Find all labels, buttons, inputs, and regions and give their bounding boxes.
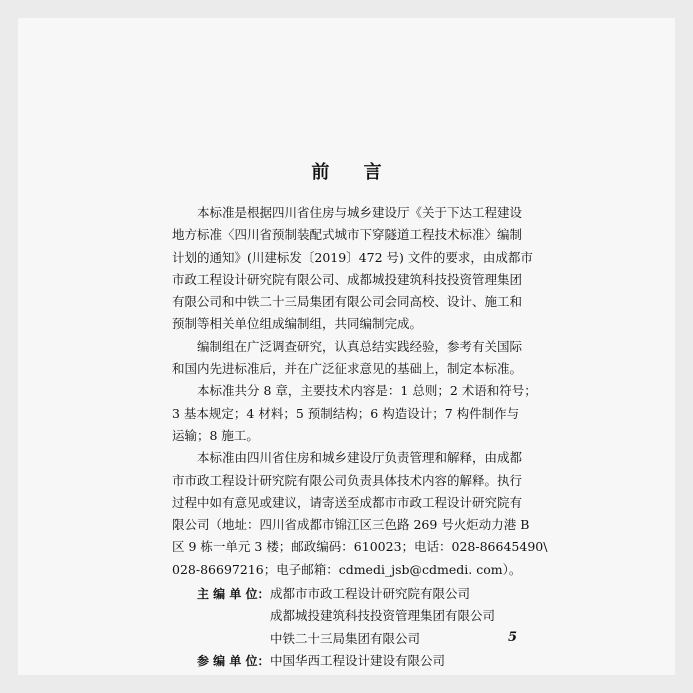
paragraph-3 xyxy=(172,380,538,447)
text-line: 市政工程设计研究院有限公司、成都城投建筑科技投资管理集团 xyxy=(172,271,523,287)
chief-editor-unit: 中铁二十三局集团有限公司 xyxy=(270,630,421,646)
editing-units xyxy=(172,583,538,672)
participating-editor-label: 参 编 单 位： xyxy=(197,653,270,668)
chief-editor-label: 主 编 单 位： xyxy=(197,587,270,602)
chief-unit-row xyxy=(172,583,538,605)
paragraph-2 xyxy=(172,336,538,381)
participating-editor-unit: 中国华西工程设计建设有限公司 xyxy=(270,652,446,668)
text-line: 编制组在广泛调查研究，认真总结实践经验，参考有关国际 xyxy=(197,338,523,354)
text-line: 和国内先进标准后，并在广泛征求意见的基础上，制定本标准。 xyxy=(172,361,523,377)
chief-unit-row xyxy=(172,605,538,627)
text-line: 计划的通知》(川建标发〔2019〕472 号) 文件的要求，由成都市 xyxy=(172,249,533,265)
chief-unit-row xyxy=(172,628,538,650)
text-line: 市市政工程设计研究院有限公司负责具体技术内容的解释。执行 xyxy=(172,472,523,488)
participating-unit-row xyxy=(172,650,538,672)
chief-editor-unit: 成都市市政工程设计研究院有限公司 xyxy=(270,586,471,602)
chief-editor-unit: 成都城投建筑科技投资管理集团有限公司 xyxy=(270,608,496,624)
page-number: 5 xyxy=(508,630,518,645)
text-line: 本标准是根据四川省住房与城乡建设厅《关于下达工程建设 xyxy=(197,205,523,220)
text-line: 3 基本规定；4 材料；5 预制结构；6 构造设计；7 构件制作与 xyxy=(172,405,520,421)
text-line: 有限公司和中铁二十三局集团有限公司会同高校、设计、施工和 xyxy=(172,294,523,310)
text-line: 过程中如有意见或建议，请寄送至成都市市政工程设计研究院有 xyxy=(172,494,523,510)
text-line: 本标准由四川省住房和城乡建设厅负责管理和解释，由成都 xyxy=(197,450,523,466)
text-line: 地方标准〈四川省预制装配式城市下穿隧道工程技术标准〉编制 xyxy=(172,227,523,243)
paragraph-1 xyxy=(172,202,538,336)
text-line: 本标准共分 8 章，主要技术内容是：1 总则；2 术语和符号； xyxy=(197,383,537,399)
preface-body xyxy=(172,202,548,672)
paragraph-4 xyxy=(172,447,548,581)
text-line: 区 9 栋一单元 3 楼；邮政编码：610023；电话：028-86645490\ xyxy=(172,539,548,555)
page-title: 前 言 xyxy=(311,162,396,183)
document-page xyxy=(18,18,675,675)
text-line: 预制等相关单位组成编制组，共同编制完成。 xyxy=(172,316,423,332)
text-line: 运输；8 施工。 xyxy=(172,427,259,443)
text-line: 限公司（地址：四川省成都市锦江区三色路 269 号火炬动力港 B xyxy=(172,517,530,533)
text-line: 028-86697216；电子邮箱：cdmedi_jsb@cdmedi. com）。 xyxy=(172,561,522,577)
